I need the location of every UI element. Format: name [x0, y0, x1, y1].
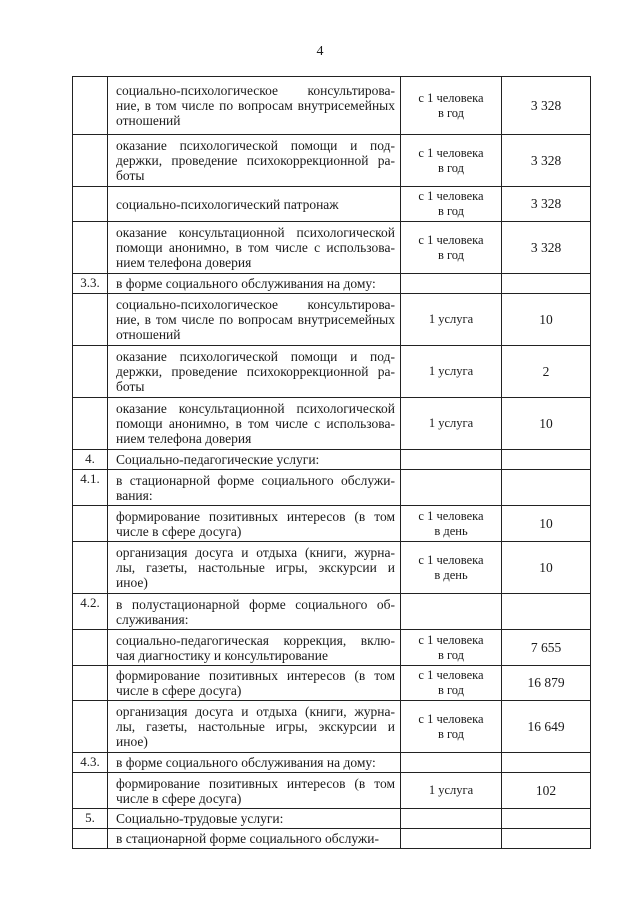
norm-value: [502, 594, 591, 630]
unit-of-measure: [401, 398, 502, 450]
description-line: в форме социального обслуживания на дому:: [116, 276, 376, 291]
unit-line: с 1 человека: [418, 552, 484, 567]
unit-line: с 1 человека: [418, 90, 484, 105]
table-row: [73, 135, 591, 187]
row-number: [73, 542, 108, 594]
row-number: [73, 135, 108, 187]
unit-line: в день: [434, 567, 468, 582]
service-description: [108, 135, 401, 187]
description-line: служивания:: [116, 611, 189, 627]
unit-line: в год: [437, 105, 465, 120]
description-line: отношений: [116, 327, 181, 342]
norm-value: 3 328: [502, 222, 591, 274]
description-line: числе в сфере досуга): [116, 523, 242, 539]
unit-of-measure: [401, 450, 502, 470]
norm-value: 2: [502, 346, 591, 398]
unit-of-measure: [401, 506, 502, 542]
table-row: [73, 630, 591, 666]
description-line: держки, проведение психокоррекционной ра-: [116, 153, 395, 168]
unit-line: 1 услуга: [428, 783, 474, 797]
unit-of-measure: [401, 829, 502, 849]
table-row: [73, 294, 591, 346]
description-line: в полустационарной форме социального об-: [116, 596, 395, 612]
unit-line: с 1 человека: [418, 711, 484, 726]
description-line: нием телефона доверия: [116, 431, 252, 446]
norm-value: 10: [502, 398, 591, 450]
description-line: ние, в том числе по вопросам внутрисемейных: [116, 312, 395, 327]
unit-of-measure: [401, 701, 502, 753]
row-number: [73, 773, 108, 809]
description-line: боты: [116, 379, 145, 394]
norm-value: 10: [502, 542, 591, 594]
unit-line: с 1 человека: [418, 668, 484, 682]
norm-value: [502, 809, 591, 829]
table-row: [73, 753, 591, 773]
table-row: [73, 470, 591, 506]
table-row: [73, 829, 591, 849]
table-row: [73, 274, 591, 294]
unit-of-measure: [401, 274, 502, 294]
norm-value: 102: [502, 773, 591, 809]
norm-value: [502, 274, 591, 294]
description-line: оказание психологической помощи и под-: [116, 138, 395, 153]
row-number: [73, 346, 108, 398]
norm-value: [502, 829, 591, 849]
norm-value: 10: [502, 506, 591, 542]
description-line: формирование позитивных интересов (в том: [116, 508, 395, 524]
unit-of-measure: [401, 542, 502, 594]
unit-of-measure: [401, 135, 502, 187]
unit-of-measure: [401, 222, 502, 274]
service-description: [108, 594, 401, 630]
norm-value: [502, 450, 591, 470]
row-number: [73, 187, 108, 222]
unit-line: в день: [434, 523, 468, 538]
description-line: социально-психологический патронаж: [116, 196, 339, 212]
description-line: иное): [116, 575, 148, 590]
table-row: [73, 187, 591, 222]
row-number: [73, 222, 108, 274]
description-line: нием телефона доверия: [116, 255, 252, 270]
description-line: в стационарной форме социального обслужи-: [116, 831, 379, 846]
table-row: [73, 77, 591, 135]
description-line: формирование позитивных интересов (в том: [116, 775, 395, 791]
description-line: боты: [116, 168, 145, 183]
norm-value: [502, 753, 591, 773]
service-description: [108, 506, 401, 542]
service-description: [108, 294, 401, 346]
description-line: социально-педагогическая коррекция, вклю-: [116, 632, 395, 648]
description-line: организация досуга и отдыха (книги, журна-: [116, 704, 395, 719]
unit-line: 1 услуга: [428, 364, 474, 378]
unit-line: в год: [437, 683, 465, 697]
service-description: [108, 701, 401, 753]
unit-line: 1 услуга: [428, 416, 474, 430]
unit-line: в год: [437, 726, 465, 741]
norm-value: 16 649: [502, 701, 591, 753]
description-line: в форме социального обслуживания на дому:: [116, 755, 376, 770]
norm-value: 3 328: [502, 187, 591, 222]
unit-of-measure: [401, 666, 502, 701]
row-number: 4.1.: [73, 470, 108, 506]
unit-of-measure: [401, 630, 502, 666]
row-number: 4.3.: [73, 753, 108, 773]
unit-of-measure: [401, 294, 502, 346]
description-line: в стационарной форме социального обслужи-: [116, 472, 395, 488]
row-number: [73, 666, 108, 701]
norm-value: 7 655: [502, 630, 591, 666]
row-number: 4.: [73, 450, 108, 470]
unit-line: в год: [437, 204, 465, 218]
description-line: помощи анонимно, в том числе с использова-: [116, 416, 395, 431]
service-description: [108, 666, 401, 701]
description-line: держки, проведение психокоррекционной ра-: [116, 364, 395, 379]
row-number: [73, 506, 108, 542]
norm-value: 3 328: [502, 77, 591, 135]
unit-of-measure: [401, 753, 502, 773]
table-row: [73, 346, 591, 398]
norm-value: 3 328: [502, 135, 591, 187]
description-line: отношений: [116, 113, 181, 128]
service-description: [108, 274, 401, 294]
unit-of-measure: [401, 809, 502, 829]
unit-line: в год: [437, 160, 465, 175]
description-line: ние, в том числе по вопросам внутрисемейных: [116, 98, 395, 113]
description-line: числе в сфере досуга): [116, 790, 242, 806]
service-description: [108, 809, 401, 829]
service-description: [108, 630, 401, 666]
table-row: [73, 701, 591, 753]
table-row: [73, 773, 591, 809]
services-table-body: [73, 77, 591, 849]
row-number: 5.: [73, 809, 108, 829]
row-number: [73, 398, 108, 450]
row-number: [73, 701, 108, 753]
unit-line: с 1 человека: [418, 632, 484, 647]
norm-value: 16 879: [502, 666, 591, 701]
service-description: [108, 829, 401, 849]
norm-value: 10: [502, 294, 591, 346]
service-description: [108, 773, 401, 809]
description-line: Социально-трудовые услуги:: [116, 811, 284, 826]
norm-value: [502, 470, 591, 506]
unit-of-measure: [401, 470, 502, 506]
unit-of-measure: [401, 77, 502, 135]
table-row: [73, 666, 591, 701]
table-row: [73, 542, 591, 594]
unit-line: с 1 человека: [418, 145, 484, 160]
description-line: оказание консультационной психологической: [116, 401, 395, 416]
table-row: [73, 506, 591, 542]
unit-of-measure: [401, 187, 502, 222]
description-line: организация досуга и отдыха (книги, журна-: [116, 545, 395, 560]
service-description: [108, 222, 401, 274]
table-row: [73, 809, 591, 829]
unit-of-measure: [401, 594, 502, 630]
service-description: [108, 187, 401, 222]
description-line: вания:: [116, 487, 153, 503]
description-line: Социально-педагогические услуги:: [116, 452, 320, 467]
service-description: [108, 450, 401, 470]
description-line: числе в сфере досуга): [116, 683, 242, 698]
page-number: 4: [316, 44, 324, 59]
description-line: помощи анонимно, в том числе с использова-: [116, 240, 395, 255]
service-description: [108, 346, 401, 398]
service-description: [108, 542, 401, 594]
description-line: оказание консультационной психологической: [116, 225, 395, 240]
unit-of-measure: [401, 346, 502, 398]
service-description: [108, 77, 401, 135]
description-line: чая диагностику и консультирование: [116, 647, 328, 663]
description-line: формирование позитивных интересов (в том: [116, 668, 395, 683]
description-line: иное): [116, 734, 148, 749]
row-number: 3.3.: [73, 274, 108, 294]
unit-line: с 1 человека: [418, 508, 484, 523]
table-row: [73, 398, 591, 450]
row-number: [73, 630, 108, 666]
unit-line: в год: [437, 247, 465, 262]
row-number: [73, 294, 108, 346]
unit-of-measure: [401, 773, 502, 809]
table-row: [73, 594, 591, 630]
unit-line: 1 услуга: [428, 312, 474, 326]
row-number: 4.2.: [73, 594, 108, 630]
service-description: [108, 753, 401, 773]
table-row: [73, 222, 591, 274]
description-line: социально-психологическое консультирова-: [116, 83, 395, 98]
row-number: [73, 829, 108, 849]
description-line: лы, газеты, настольные игры, экскурсии и: [116, 719, 395, 734]
table-row: [73, 450, 591, 470]
description-line: оказание психологической помощи и под-: [116, 349, 395, 364]
services-table: [72, 76, 591, 849]
description-line: социально-психологическое консультирова-: [116, 297, 395, 312]
unit-line: с 1 человека: [418, 232, 484, 247]
description-line: лы, газеты, настольные игры, экскурсии и: [116, 560, 395, 575]
service-description: [108, 470, 401, 506]
row-number: [73, 77, 108, 135]
service-description: [108, 398, 401, 450]
unit-line: с 1 человека: [418, 189, 484, 203]
unit-line: в год: [437, 647, 465, 662]
